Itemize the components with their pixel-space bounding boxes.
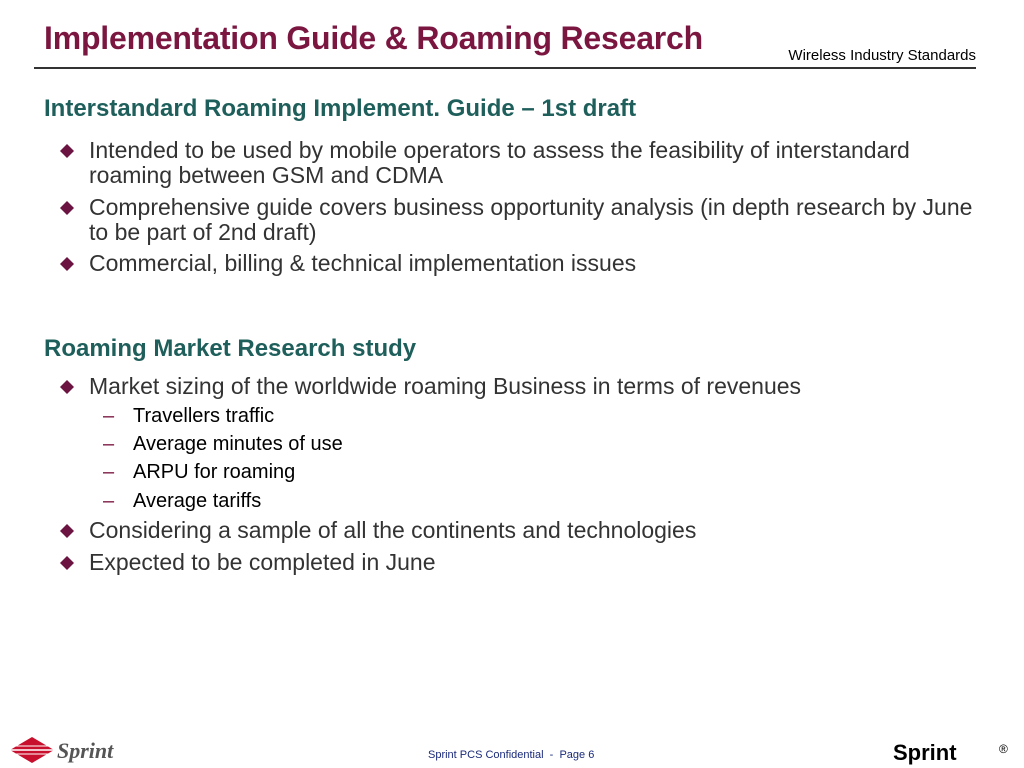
dash-marker: – [103,490,115,512]
diamond-bullet-icon [60,201,74,215]
page-title: Implementation Guide & Roaming Research [44,20,703,56]
logo-wordmark: Sprint [57,738,114,763]
bullet-text: Comprehensive guide covers business opportunity analysis (in depth research by June to be part of 2nd draft) [89,194,973,245]
list-item [60,374,980,399]
diamond-bullet-icon [60,257,74,271]
bullet-text: Market sizing of the worldwide roaming Business in terms of revenues [89,373,802,399]
sub-bullet-text: Average minutes of use [133,433,343,455]
dash-marker: – [103,461,115,483]
sub-list-item [103,489,261,513]
sprint-diamond-logo-icon [8,736,148,764]
list-item [60,518,980,543]
bullet-text: Commercial, billing & technical implementation issues [89,250,637,276]
diamond-bullet-icon [60,380,74,394]
section-heading-implement-guide: Interstandard Roaming Implement. Guide – 1st draft [44,95,637,122]
registered-mark: ® [999,742,1008,756]
sub-bullet-text: Average tariffs [133,490,262,512]
bullet-text: Expected to be completed in June [89,549,436,575]
list-item [60,550,980,575]
section-heading-market-research: Roaming Market Research study [44,335,417,362]
diamond-bullet-icon [60,556,74,570]
list-item [60,138,980,188]
footer-confidential: Sprint PCS Confidential - Page 6 [428,749,595,761]
sub-list-item [103,432,343,456]
page-subtitle: Wireless Industry Standards [788,47,976,64]
bullet-text: Intended to be used by mobile operators to assess the feasibility of interstandard roaming between GSM and CDMA [89,137,910,188]
diamond-bullet-icon [60,524,74,538]
list-item [60,195,980,245]
list-item [60,251,980,276]
dash-marker: – [103,405,115,427]
bullet-text: Considering a sample of all the continents and technologies [89,517,697,543]
sub-bullet-text: Travellers traffic [133,405,275,427]
title-divider [34,67,976,69]
dash-marker: – [103,433,115,455]
sub-bullet-text: ARPU for roaming [133,461,296,483]
sub-list-item [103,460,295,484]
sub-list-item [103,404,274,428]
diamond-bullet-icon [60,144,74,158]
footer-brand: Sprint [893,740,957,765]
